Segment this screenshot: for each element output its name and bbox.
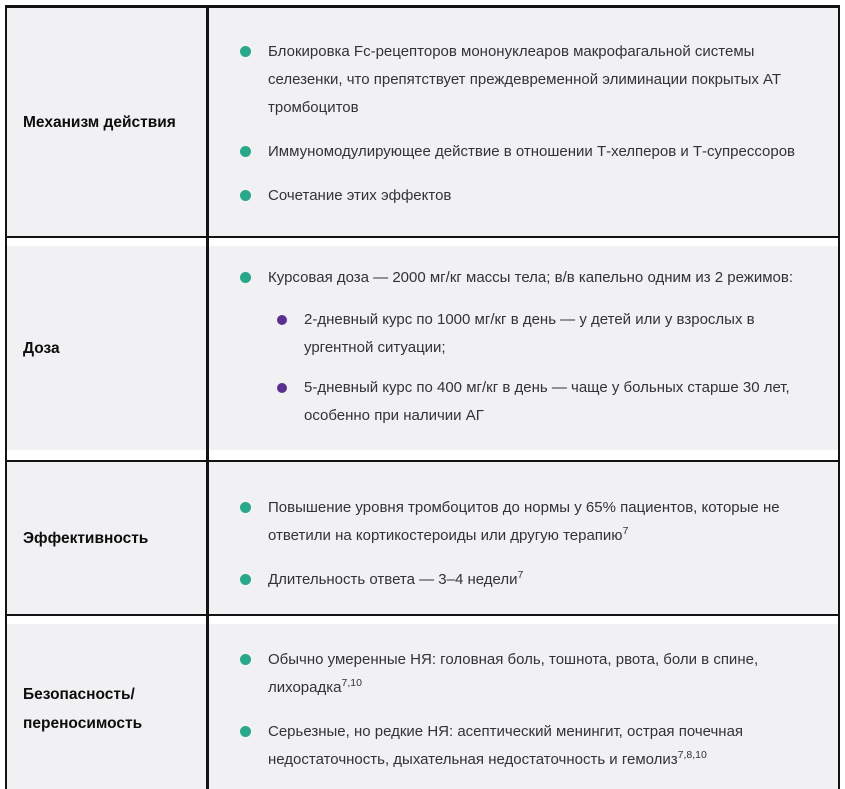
bullet-list (240, 494, 808, 594)
bullet-text (268, 718, 808, 774)
bullet-item (240, 182, 808, 210)
bullet-item (240, 138, 808, 166)
bullet-list (240, 646, 808, 774)
row-label: Безопасность/переносимость (23, 686, 143, 732)
row-content-cell (206, 462, 838, 614)
bullet-item (240, 566, 808, 594)
row-label: Доза (23, 339, 60, 357)
bullet-text-main: Курсовая доза — 2000 мг/кг массы тела; в/в капельно одним из 2 режимов: (268, 269, 793, 286)
bullet-text-main: Длительность ответа — 3–4 недели (268, 571, 518, 588)
row-content-cell (206, 8, 838, 236)
superscript-ref: 7 (517, 569, 524, 581)
superscript-ref: 7,8,10 (677, 749, 707, 761)
bullet-text: Иммуномодулирующее действие в отношении Т-хелперов и Т-супрессоров (268, 143, 796, 160)
bullet-text (268, 264, 808, 430)
row-content-cell (206, 624, 838, 789)
bullet-dot-icon (240, 726, 251, 737)
bullet-dot-icon (240, 272, 251, 283)
row-label-cell (7, 624, 206, 789)
row-label-cell (7, 246, 206, 450)
sub-bullet-dot-icon (277, 315, 287, 325)
bullet-text-main: Повышение уровня тромбоцитов до нормы у 65% пациентов, которые не ответили на кортикостероиды или другую терапию (268, 499, 780, 544)
bullet-item (240, 494, 808, 550)
table-row-dose (7, 246, 838, 462)
table-row-safety (7, 624, 838, 789)
bullet-text: Блокировка Fc-рецепторов мононуклеаров макрофагальной системы селезенки, что препятствует преждевременной элиминации покрытых АТ тромбоцитов (268, 43, 782, 116)
bullet-item (240, 38, 808, 122)
sub-bullet-text: 5-дневный курс по 400 мг/кг в день — чаще у больных старше 30 лет, особенно при наличии АГ (304, 379, 790, 424)
superscript-ref: 7 (622, 525, 629, 537)
bullet-list (240, 38, 808, 210)
row-label: Эффективность (23, 529, 149, 547)
row-label-cell (7, 8, 206, 236)
bullet-text (268, 494, 808, 550)
bullet-item (240, 264, 808, 430)
bullet-dot-icon (240, 146, 251, 157)
table-row-efficacy (7, 462, 838, 616)
sub-bullet-text: 2-дневный курс по 1000 мг/кг в день — у детей или у взрослых в ургентной ситуации; (304, 311, 755, 356)
table-grid (7, 8, 838, 789)
bullet-dot-icon (240, 46, 251, 57)
sub-bullet-item (277, 374, 808, 430)
bullet-dot-icon (240, 574, 251, 585)
bullet-item (240, 718, 808, 774)
sub-bullet-item (277, 306, 808, 362)
bullet-dot-icon (240, 654, 251, 665)
bullet-dot-icon (240, 190, 251, 201)
sub-bullet-list (268, 306, 808, 430)
row-label: Механизм действия (23, 113, 176, 131)
bullet-text (268, 566, 523, 594)
bullet-text-main: Обычно умеренные НЯ: головная боль, тошнота, рвота, боли в спине, лихорадка (268, 651, 759, 696)
row-label-cell (7, 462, 206, 614)
table-row-mechanism (7, 8, 838, 238)
bullet-list (240, 264, 808, 430)
superscript-ref: 7,10 (341, 677, 362, 689)
bullet-text-main: Серьезные, но редкие НЯ: асептический менингит, острая почечная недостаточность, дыхательная недостаточность и гемолиз (268, 723, 744, 768)
bullet-dot-icon (240, 502, 251, 513)
drug-info-table (5, 5, 840, 789)
row-content-cell (206, 246, 838, 450)
sub-bullet-dot-icon (277, 383, 287, 393)
bullet-text (268, 646, 808, 702)
bullet-text: Сочетание этих эффектов (268, 187, 452, 204)
column-divider-line (206, 8, 209, 789)
bullet-item (240, 646, 808, 702)
